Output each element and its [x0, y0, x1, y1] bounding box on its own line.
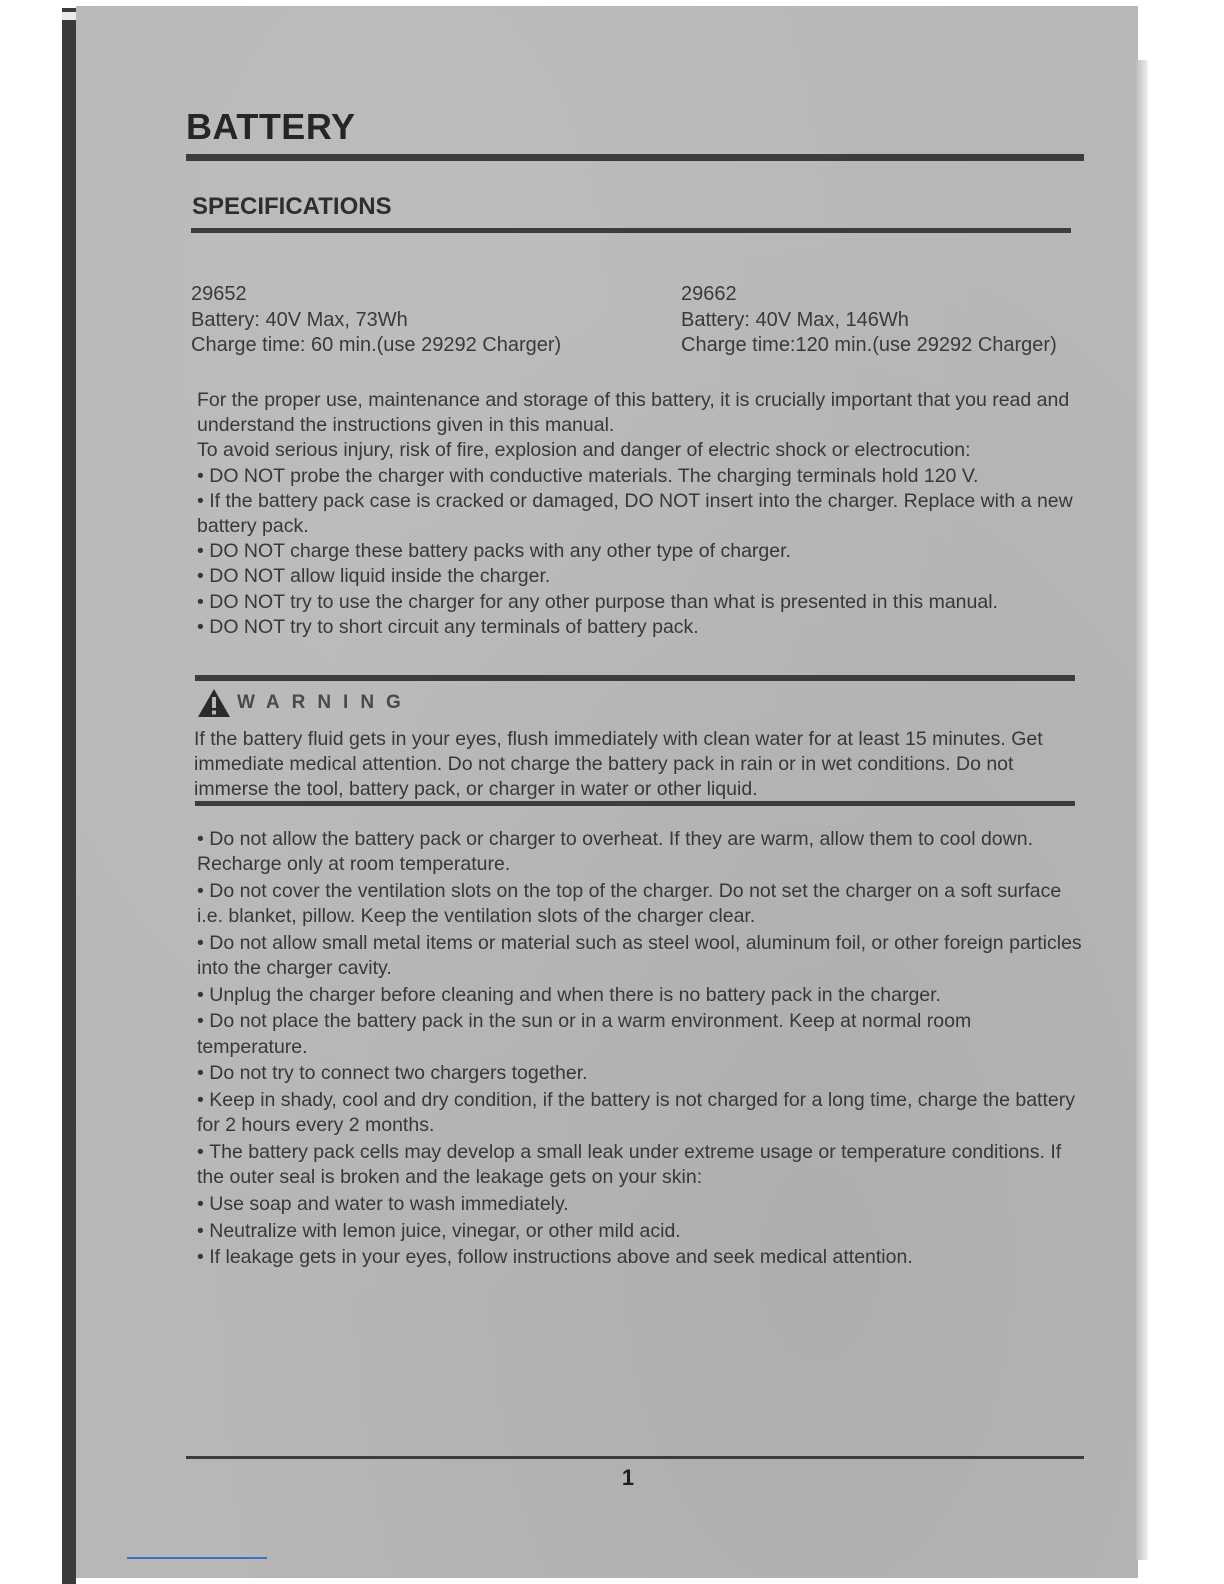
safety-bullet: • Do not allow the battery pack or charger to overheat. If they are warm, allow them to cool down. Recharge only at room temperature. [197, 827, 1087, 877]
spec-model: 29662 [681, 283, 737, 305]
spec-block-29652 [191, 282, 561, 359]
page-title: BATTERY [186, 106, 356, 147]
intro-section [197, 388, 1087, 640]
spec-block-29662 [681, 282, 1057, 359]
page-number: 1 [621, 1465, 635, 1490]
intro-avoid: To avoid serious injury, risk of fire, explosion and danger of electric shock or electrocution: [197, 439, 971, 462]
warning-header [197, 688, 413, 718]
warning-triangle-icon [197, 688, 231, 718]
scan-right-edge [1136, 60, 1148, 1560]
safety-bullet: • Do not cover the ventilation slots on the top of the charger. Do not set the charger on a soft surface i.e. blanket, pillow. Keep the ventilation slots of the charger clear. [197, 879, 1087, 929]
intro-bullet: • DO NOT charge these battery packs with any other type of charger. [197, 539, 1087, 564]
intro-bullet: • DO NOT probe the charger with conductive materials. The charging terminals hold 120 V. [197, 464, 1087, 489]
scan-link-underline [127, 1557, 267, 1559]
safety-bullet: • The battery pack cells may develop a small leak under extreme usage or temperature conditions. If the outer seal is broken and the leakage gets on your skin: [197, 1140, 1087, 1190]
safety-bullet: • Do not place the battery pack in the sun or in a warm environment. Keep at normal room temperature. [197, 1009, 1087, 1059]
safety-bullet: • Neutralize with lemon juice, vinegar, or other mild acid. [197, 1219, 1087, 1244]
warning-bottom-divider [195, 801, 1075, 806]
spec-charge-time: Charge time:120 min.(use 29292 Charger) [681, 334, 1057, 356]
warning-text: If the battery fluid gets in your eyes, flush immediately with clean water for at least 15 minutes. Get immediate medical attention. Do not charge the battery pack in rain or in wet conditions. Do not immerse the tool, battery pack, or charger in water or other liquid. [194, 728, 1043, 801]
safety-bullet: • Unplug the charger before cleaning and when there is no battery pack in the charger. [197, 983, 1087, 1008]
warning-label: WARNING [237, 692, 413, 713]
intro-bullet: • DO NOT try to use the charger for any other purpose than what is presented in this manual. [197, 590, 1087, 615]
intro-bullet: • If the battery pack case is cracked or damaged, DO NOT insert into the charger. Replace with a new battery pack. [197, 489, 1087, 539]
safety-bullet: • Use soap and water to wash immediately. [197, 1192, 1087, 1217]
safety-bullet: • Do not try to connect two chargers together. [197, 1061, 1087, 1086]
spec-charge-time: Charge time: 60 min.(use 29292 Charger) [191, 334, 562, 356]
intro-bullet: • DO NOT allow liquid inside the charger. [197, 564, 1087, 589]
safety-bullet: • Do not allow small metal items or material such as steel wool, aluminum foil, or other foreign particles into the charger cavity. [197, 931, 1087, 981]
section-title-specifications: SPECIFICATIONS [192, 193, 392, 220]
safety-bullet: • If leakage gets in your eyes, follow instructions above and seek medical attention. [197, 1245, 1087, 1270]
spec-battery: Battery: 40V Max, 146Wh [681, 308, 909, 331]
spec-battery: Battery: 40V Max, 73Wh [191, 308, 408, 331]
spec-model: 29652 [191, 283, 247, 305]
title-divider [186, 154, 1084, 161]
scan-left-edge [62, 8, 76, 1584]
intro-bullet: • DO NOT try to short circuit any terminals of battery pack. [197, 615, 1087, 640]
safety-bullet: • Keep in shady, cool and dry condition, if the battery is not charged for a long time, charge the battery for 2 hours every 2 months. [197, 1088, 1087, 1138]
footer-divider [186, 1456, 1084, 1459]
safety-list [197, 827, 1087, 1272]
warning-top-divider [195, 675, 1075, 681]
section-divider [191, 228, 1071, 233]
intro-lead: For the proper use, maintenance and storage of this battery, it is crucially important that you read and understand the instructions given in this manual. [197, 389, 1070, 437]
